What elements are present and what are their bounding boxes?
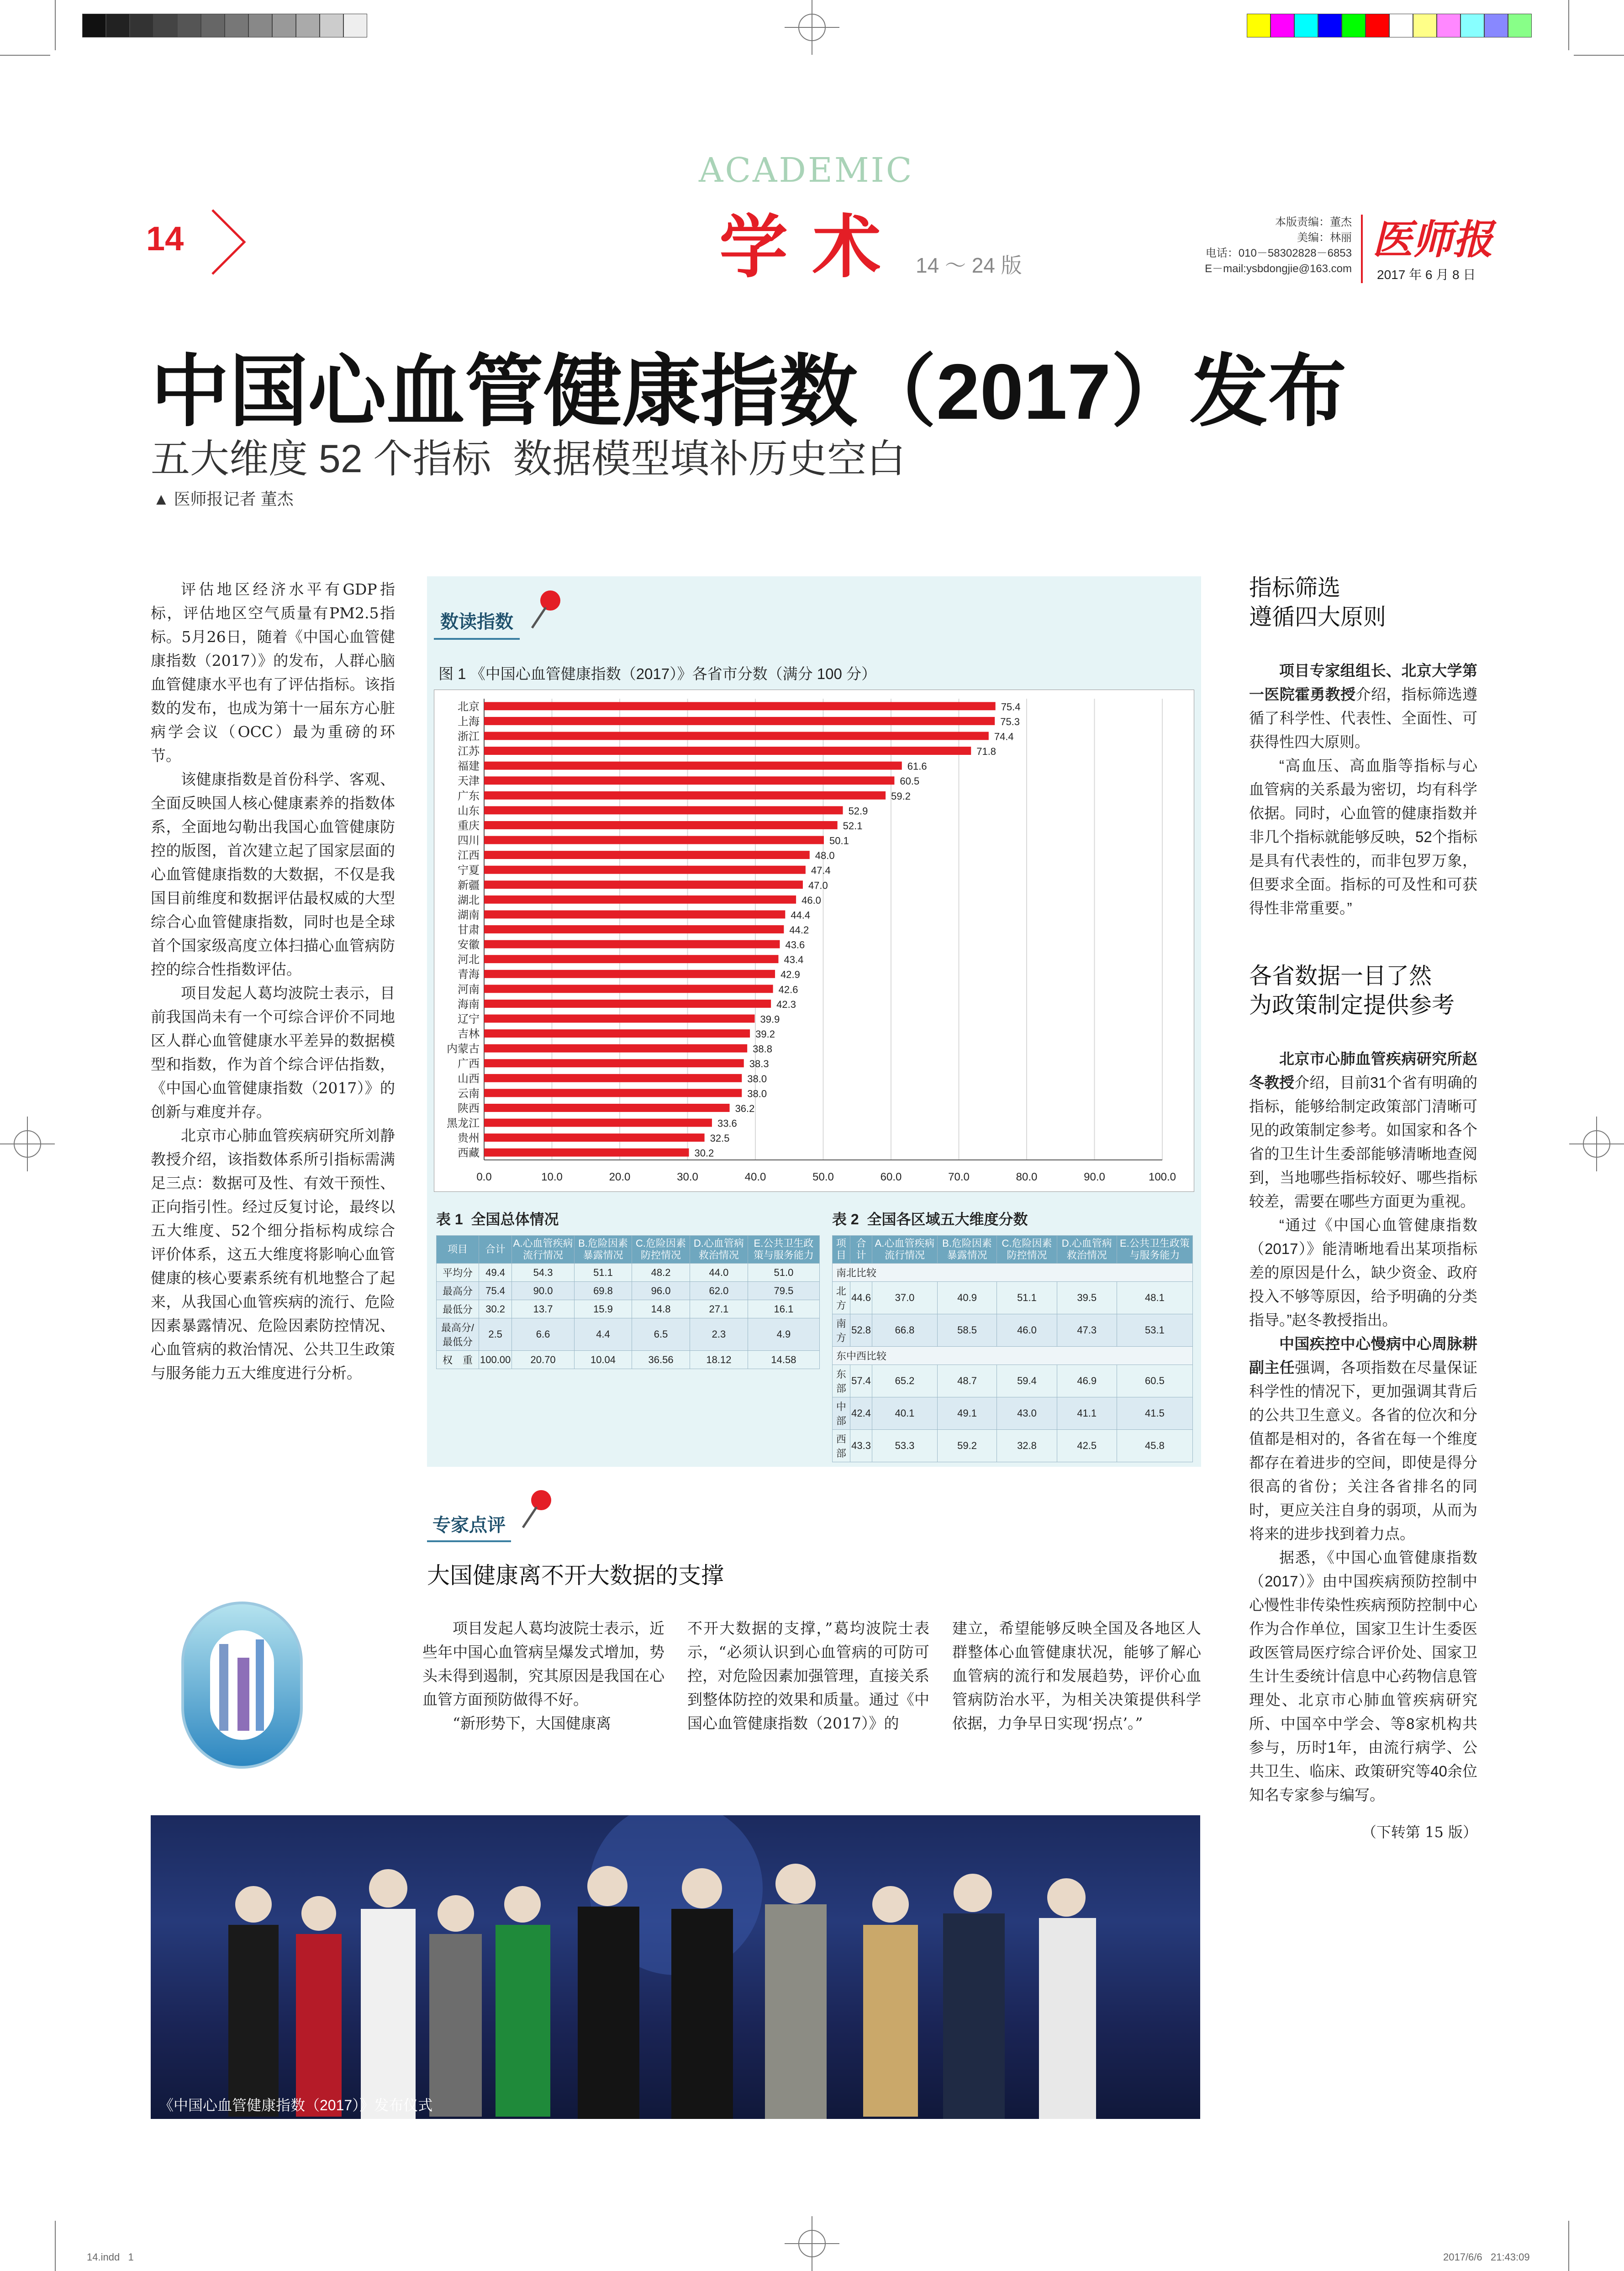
data-label: 46.0 <box>801 894 821 906</box>
expert-col3-text: 建立，希望能够反映全国及各地区人群整体心血管健康状况，能够了解心血管病的流行和发展趋势，评价心血管病防治水平，为相关决策提供科学依据，力争早日实现‘拐点’。” <box>952 1619 1201 1732</box>
table-row <box>833 1282 1193 1314</box>
table-cell: 79.5 <box>748 1282 819 1300</box>
data-label: 75.3 <box>1000 716 1020 727</box>
x-tick-label: 80.0 <box>1016 1171 1038 1183</box>
table-cell: 41.1 <box>1057 1397 1117 1430</box>
table-cell: 46.0 <box>997 1314 1057 1347</box>
crop-mark-tl-h <box>0 55 50 56</box>
table-cell: 59.4 <box>997 1365 1057 1397</box>
table2-title: 表 2 全国各区域五大维度分数 <box>832 1211 1028 1228</box>
table-row <box>437 1351 820 1369</box>
table-cell: 2.5 <box>479 1318 511 1351</box>
table-header-cell: E.公共卫生政策与服务能力 <box>1117 1236 1192 1264</box>
table-cell: 20.70 <box>512 1351 575 1369</box>
table-cell: 44.6 <box>850 1282 872 1314</box>
table-cell: 45.8 <box>1117 1430 1192 1462</box>
table-row <box>437 1318 820 1351</box>
category-label: 浙江 <box>458 730 480 743</box>
table-cell: 6.6 <box>512 1318 575 1351</box>
x-tick-label: 50.0 <box>812 1171 834 1183</box>
table-row <box>833 1365 1193 1397</box>
category-label: 江苏 <box>458 745 480 758</box>
category-label: 山东 <box>458 805 480 817</box>
table-cell: 最高分 <box>437 1282 479 1300</box>
phone: 电话：010－58302828－6853 <box>1205 247 1352 259</box>
right-paragraph-2: “高血压、高血脂等指标与心血管病的关系最为密切，均有科学依据。同时，心血管的健康指数并非几个指标就能够反映，52个指标是具有代表性的，而非包罗万象，但要求全面。指标的可及性和可获得性非常重要。” <box>1249 757 1477 917</box>
header-divider <box>1361 215 1363 283</box>
table-cell: 南方 <box>833 1314 850 1347</box>
data-label: 39.2 <box>755 1028 775 1040</box>
table-cell: 42.4 <box>850 1397 872 1430</box>
category-label: 山西 <box>458 1072 480 1085</box>
table-cell: 北方 <box>833 1282 850 1314</box>
crop-mark-bl <box>55 2221 56 2271</box>
data-label: 47.4 <box>811 864 831 876</box>
crop-mark-tr <box>1568 0 1569 50</box>
table-row <box>833 1397 1193 1430</box>
table-header-cell: B.危险因素暴露情况 <box>937 1236 997 1264</box>
issue-date: 2017 年 6 月 8 日 <box>1377 268 1476 282</box>
bar <box>484 896 796 904</box>
data-label: 42.3 <box>776 998 796 1010</box>
crop-mark-tl <box>55 0 56 50</box>
footer-file: 14.indd 1 <box>87 2251 134 2263</box>
bar <box>484 910 785 918</box>
data-label: 43.6 <box>785 939 805 951</box>
table-cell: 中部 <box>833 1397 850 1430</box>
table-cell: 40.1 <box>872 1397 937 1430</box>
category-label: 西藏 <box>458 1147 480 1159</box>
table-cell: 6.5 <box>632 1318 690 1351</box>
newspaper-logo: 医师报 <box>1372 216 1493 263</box>
x-tick-label: 70.0 <box>948 1171 970 1183</box>
table-cell: 10.04 <box>574 1351 632 1369</box>
table-group-label: 东中西比较 <box>833 1347 1193 1365</box>
table-header-cell: C.危险因素防控情况 <box>632 1236 690 1264</box>
grayscale-bar <box>82 14 367 37</box>
category-label: 广东 <box>458 790 480 802</box>
table-cell: 58.5 <box>937 1314 997 1347</box>
table-cell: 最低分 <box>437 1300 479 1318</box>
x-tick-label: 90.0 <box>1084 1171 1105 1183</box>
table-cell: 13.7 <box>512 1300 575 1318</box>
table-header-cell: D.心血管病救治情况 <box>690 1236 748 1264</box>
bar <box>484 747 971 755</box>
table-cell: 40.9 <box>937 1282 997 1314</box>
section-label-en: ACADEMIC <box>699 151 914 190</box>
right-heading-2: 各省数据一目了然 为政策制定提供参考 <box>1249 963 1455 1018</box>
table-cell: 43.3 <box>850 1430 872 1462</box>
data-label: 42.9 <box>780 969 800 980</box>
bar <box>484 940 780 948</box>
bar <box>484 1015 755 1023</box>
category-label: 广西 <box>458 1058 480 1070</box>
editor: 本版责编：董杰 <box>1275 216 1352 228</box>
data-label: 42.6 <box>778 984 798 996</box>
table-cell: 48.2 <box>632 1264 690 1282</box>
registration-mark-left <box>0 1117 55 1171</box>
designer: 美编：林丽 <box>1297 232 1352 244</box>
table-cell: 48.7 <box>937 1365 997 1397</box>
table-header-cell: A.心血管疾病流行情况 <box>512 1236 575 1264</box>
crop-mark-tr-h <box>1574 55 1624 56</box>
category-label: 陕西 <box>458 1102 480 1115</box>
bar <box>484 1149 689 1157</box>
table-header-cell: E.公共卫生政策与服务能力 <box>748 1236 819 1264</box>
table-cell: 57.4 <box>850 1365 872 1397</box>
x-tick-label: 0.0 <box>476 1171 492 1183</box>
table-header-cell: 合计 <box>479 1236 511 1264</box>
category-label: 吉林 <box>458 1028 480 1041</box>
right-heading-1: 指标筛选 遵循四大原则 <box>1249 575 1386 630</box>
bar <box>484 851 810 859</box>
table-cell: 4.4 <box>574 1318 632 1351</box>
table-cell: 96.0 <box>632 1282 690 1300</box>
bar <box>484 806 843 814</box>
data-label: 32.5 <box>710 1133 730 1144</box>
expert-heading: 大国健康离不开大数据的支撑 <box>427 1563 724 1588</box>
category-label: 重庆 <box>458 819 480 832</box>
table-cell: 44.0 <box>690 1264 748 1282</box>
table-cell: 69.8 <box>574 1282 632 1300</box>
data-label: 74.4 <box>994 731 1014 743</box>
table-cell: 62.0 <box>690 1282 748 1300</box>
color-bar <box>1247 14 1532 37</box>
table-cell: 15.9 <box>574 1300 632 1318</box>
x-tick-label: 40.0 <box>744 1171 766 1183</box>
table-cell: 51.1 <box>997 1282 1057 1314</box>
x-tick-label: 100.0 <box>1148 1171 1176 1183</box>
category-label: 贵州 <box>458 1132 480 1145</box>
expert-tag: 专家点评 <box>427 1507 511 1542</box>
table-cell: 27.1 <box>690 1300 748 1318</box>
data-label: 33.6 <box>717 1117 737 1129</box>
right-column <box>1249 573 1477 1842</box>
bar <box>484 1044 747 1053</box>
email: E－mail:ysbdongjie@163.com <box>1205 263 1352 275</box>
bar <box>484 1074 742 1082</box>
category-label: 甘肃 <box>458 924 480 936</box>
table-cell: 46.9 <box>1057 1365 1117 1397</box>
table-cell: 32.8 <box>997 1430 1057 1462</box>
table-group-row <box>833 1347 1193 1365</box>
data-label: 38.0 <box>747 1088 767 1100</box>
event-photo <box>151 1815 1200 2119</box>
continued-note: （下转第 15 版） <box>1361 1823 1477 1841</box>
registration-mark-bottom <box>785 2216 839 2271</box>
table-cell: 49.1 <box>937 1397 997 1430</box>
table-header-cell: 合计 <box>850 1236 872 1264</box>
data-label: 44.4 <box>791 909 811 921</box>
category-label: 河北 <box>458 954 480 966</box>
table-cell: 16.1 <box>748 1300 819 1318</box>
table-cell: 14.58 <box>748 1351 819 1369</box>
category-label: 四川 <box>458 834 480 847</box>
table-cell: 65.2 <box>872 1365 937 1397</box>
table-cell: 60.5 <box>1117 1365 1192 1397</box>
table-group-row <box>833 1264 1193 1282</box>
data-label: 60.5 <box>900 775 920 787</box>
bar <box>484 955 778 963</box>
x-tick-label: 20.0 <box>609 1171 631 1183</box>
table-cell: 37.0 <box>872 1282 937 1314</box>
section-label-cn: 学 术 <box>719 209 884 285</box>
table-cell: 2.3 <box>690 1318 748 1351</box>
table-header-cell: C.危险因素防控情况 <box>997 1236 1057 1264</box>
bar <box>484 1104 730 1112</box>
pushpin-icon <box>525 587 566 632</box>
page-number: 14 <box>146 220 184 258</box>
bar <box>484 702 996 710</box>
data-label: 39.9 <box>760 1013 780 1025</box>
left-paragraph-1: 评估地区经济水平有GDP指标，评估地区空气质量有PM2.5指标。5月26日，随着《中国心血管健康指数（2017）》的发布，人群心脑血管健康水平也有了评估指标。该指数的发布，也成为第十一届东方心脏病学会议（OCC）最为重磅的环节。 <box>151 580 395 764</box>
bar <box>484 1133 705 1142</box>
headline: 中国心血管健康指数（2017）发布 <box>151 348 1347 436</box>
category-label: 福建 <box>458 760 480 773</box>
table-cell: 39.5 <box>1057 1282 1117 1314</box>
crop-mark-br <box>1568 2221 1569 2271</box>
bar <box>484 866 806 874</box>
category-label: 云南 <box>458 1087 480 1100</box>
table-group-label: 南北比较 <box>833 1264 1193 1282</box>
category-label: 黑龙江 <box>447 1117 480 1130</box>
bar <box>484 1029 750 1038</box>
table-header-cell: A.心血管疾病流行情况 <box>872 1236 937 1264</box>
data-label: 52.1 <box>843 820 863 832</box>
table-cell: 4.9 <box>748 1318 819 1351</box>
subheadline: 五大维度 52 个指标 数据模型填补历史空白 <box>151 437 906 481</box>
expert-column-2 <box>687 1617 929 1735</box>
right-paragraph-1: 项目专家组组长、北京大学第一医院霍勇教授介绍，指标筛选遵循了科学性、代表性、全面性、可获得性四大原则。 <box>1249 662 1478 750</box>
data-label: 50.1 <box>829 835 849 847</box>
table-header-cell: 项目 <box>437 1236 479 1264</box>
registration-mark-top <box>785 0 839 55</box>
occ-logo <box>155 1585 402 1786</box>
x-tick-label: 10.0 <box>541 1171 563 1183</box>
table-cell: 权 重 <box>437 1351 479 1369</box>
photo-caption: 《中国心血管健康指数（2017）》发布仪式 <box>159 2097 433 2113</box>
data-label: 36.2 <box>735 1102 755 1114</box>
table1-title: 表 1 全国总体情况 <box>436 1211 559 1228</box>
bar <box>484 1000 771 1008</box>
category-label: 湖南 <box>458 909 480 922</box>
data-label: 59.2 <box>891 790 911 802</box>
bar-chart <box>434 690 1194 1192</box>
table2 <box>832 1235 1193 1462</box>
table-cell: 42.5 <box>1057 1430 1117 1462</box>
right-paragraph-5: 中国疾控中心慢病中心周脉耕副主任强调，各项指数在尽量保证科学性的情况下，更加强调其背后的公共卫生意义。各省的位次和分值都是相对的，各省在每一个维度都存在着进步的空间，即使是得分很高的省份；关注各省排名的同时，更应关注自身的弱项，从而为将来的进步找到着力点。 <box>1249 1335 1478 1542</box>
data-label: 48.0 <box>815 850 835 862</box>
bar <box>484 821 838 829</box>
expert-col1b-text: “新形势下，大国健康离 <box>453 1714 611 1732</box>
table-cell: 53.1 <box>1117 1314 1192 1347</box>
bar <box>484 925 784 933</box>
page-range: 14 ～ 24 版 <box>916 253 1022 277</box>
category-label: 上海 <box>458 715 480 728</box>
expert-col1-text: 项目发起人葛均波院士表示，近些年中国心血管病呈爆发式增加，势头未得到遏制，究其原因是我国在心血管方面预防做得不好。 <box>422 1619 664 1708</box>
table-cell: 54.3 <box>512 1264 575 1282</box>
left-paragraph-4: 北京市心肺血管疾病研究所刘静教授介绍，该指数体系所引指标需满足三点：数据可及性、有效干预性、正向指引性。经过反复讨论，最终以五大维度、52个细分指标构成综合评价体系，这五大维度将影响心血管健康的核心要素系统有机地整合了起来，从我国心血管疾病的流行、危险因素暴露情况、危险因素防控情况、心血管病的救治情况、公共卫生政策与服务能力五大维度进行分析。 <box>151 1127 395 1382</box>
bar <box>484 717 995 725</box>
right-paragraph-4: “通过《中国心血管健康指数（2017）》能清晰地看出某项指标差的原因是什么，缺少资金、政府投入不够等原因，给予明确的分类指导。”赵冬教授指出。 <box>1249 1217 1477 1328</box>
table-cell: 90.0 <box>512 1282 575 1300</box>
category-label: 河南 <box>458 983 480 996</box>
bar <box>484 880 803 889</box>
category-label: 辽宁 <box>458 1013 480 1026</box>
chevron-right-icon <box>208 208 249 276</box>
infobox-tag: 数读指数 <box>434 603 520 640</box>
data-label: 44.2 <box>789 924 809 936</box>
table-cell: 52.8 <box>850 1314 872 1347</box>
data-label: 38.0 <box>747 1073 767 1085</box>
data-label: 30.2 <box>694 1147 714 1159</box>
bar <box>484 1089 742 1097</box>
bar <box>484 791 886 800</box>
table1 <box>436 1235 820 1369</box>
data-label: 38.3 <box>749 1058 769 1070</box>
category-label: 内蒙古 <box>447 1043 480 1055</box>
left-column <box>151 578 395 1385</box>
bar <box>484 732 989 740</box>
table-row <box>833 1430 1193 1462</box>
table-header-cell: B.危险因素暴露情况 <box>574 1236 632 1264</box>
table-cell: 41.5 <box>1117 1397 1192 1430</box>
category-label: 北京 <box>458 701 480 713</box>
x-tick-label: 30.0 <box>677 1171 698 1183</box>
photo-illustration <box>151 1815 1200 2119</box>
figure-title: 图 1 《中国心血管健康指数（2017）》各省市分数（满分 100 分） <box>438 665 876 682</box>
category-label: 安徽 <box>458 938 480 951</box>
data-label: 38.8 <box>753 1043 773 1055</box>
category-label: 江西 <box>458 849 480 862</box>
table-header-cell: D.心血管病救治情况 <box>1057 1236 1117 1264</box>
category-label: 青海 <box>458 968 480 981</box>
expert-column-3 <box>952 1617 1201 1735</box>
bar <box>484 1059 744 1067</box>
expert-column-1 <box>422 1617 664 1735</box>
table-cell: 西部 <box>833 1430 850 1462</box>
table-row <box>437 1282 820 1300</box>
table-cell: 36.56 <box>632 1351 690 1369</box>
table-cell: 43.0 <box>997 1397 1057 1430</box>
bar <box>484 762 902 770</box>
right-paragraph-3: 北京市心肺血管疾病研究所赵冬教授介绍，目前31个省有明确的指标，能够给制定政策部门清晰可见的政策制定参考。如国家和各个省的卫生计生委部能够清晰地查阅到，当地哪些指标较好、哪些指标较差，需要在哪些方面更为重视。 <box>1249 1050 1477 1210</box>
table-cell: 51.1 <box>574 1264 632 1282</box>
table-header-cell: 项目 <box>833 1236 850 1264</box>
right-paragraph-6: 据悉，《中国心血管健康指数（2017）》由中国疾病预防控制中心慢性非传染性疾病预防控制中心作为合作单位，国家卫生计生委医政医管局医疗综合评价处、国家卫生计生委统计信息中心药物信息管理处、北京市心肺血管疾病研究所、中国卒中学会、等8家机构共参与，历时1年，由流行病学、公共卫生、临床、政策研究等40余位知名专家参与编写。 <box>1249 1549 1477 1803</box>
left-paragraph-3: 项目发起人葛均波院士表示，目前我国尚未有一个可综合评价不同地区人群心血管健康水平差异的数据模型和指数，作为首个综合评估指数，《中国心血管健康指数（2017）》的创新与难度并存。 <box>151 984 395 1121</box>
data-label: 75.4 <box>1001 701 1021 713</box>
table-row <box>437 1300 820 1318</box>
registration-mark-right <box>1569 1117 1624 1171</box>
bar <box>484 776 894 785</box>
table-cell: 59.2 <box>937 1430 997 1462</box>
bar <box>484 1119 712 1127</box>
table-cell: 51.0 <box>748 1264 819 1282</box>
table-cell: 75.4 <box>479 1282 511 1300</box>
data-label: 43.4 <box>784 954 804 966</box>
table-cell: 14.8 <box>632 1300 690 1318</box>
table-cell: 49.4 <box>479 1264 511 1282</box>
table-cell: 东部 <box>833 1365 850 1397</box>
byline: ▲ 医师报记者 董杰 <box>153 490 294 508</box>
data-label: 71.8 <box>976 746 997 758</box>
table-cell: 30.2 <box>479 1300 511 1318</box>
category-label: 海南 <box>458 998 480 1011</box>
pushpin-icon <box>516 1486 557 1532</box>
table-row <box>833 1314 1193 1347</box>
footer-timestamp: 2017/6/6 21:43:09 <box>1443 2251 1530 2263</box>
editor-info <box>1197 215 1352 277</box>
data-label: 61.6 <box>907 760 927 772</box>
data-label: 52.9 <box>848 805 868 817</box>
table-cell: 平均分 <box>437 1264 479 1282</box>
bar <box>484 985 773 993</box>
table-row <box>437 1264 820 1282</box>
x-tick-label: 60.0 <box>880 1171 902 1183</box>
table-cell: 48.1 <box>1117 1282 1192 1314</box>
category-label: 宁夏 <box>458 864 480 877</box>
left-paragraph-2: 该健康指数是首份科学、客观、全面反映国人核心健康素养的指数体系，全面地勾勒出我国心血管健康防控的版图，首次建立起了国家层面的心血管健康指数的大数据，不仅是我国目前维度和数据评估最权威的大型综合心血管健康指数，同时也是全球首个国家级高度立体扫描心血管病防控的综合性指数评估。 <box>151 770 395 978</box>
bar <box>484 836 824 844</box>
category-label: 湖北 <box>458 894 480 906</box>
table-cell: 最高分/最低分 <box>437 1318 479 1351</box>
bar <box>484 970 775 978</box>
data-label: 47.0 <box>808 880 828 891</box>
table-cell: 47.3 <box>1057 1314 1117 1347</box>
table-cell: 18.12 <box>690 1351 748 1369</box>
table-cell: 66.8 <box>872 1314 937 1347</box>
expert-col2-text: 不开大数据的支撑，”葛均波院士表示，“必须认识到心血管病的可防可控，对危险因素加强管理，直接关系到整体防控的效果和质量。通过《中国心血管健康指数（2017）》的 <box>687 1619 929 1732</box>
table-cell: 100.00 <box>479 1351 511 1369</box>
table-cell: 53.3 <box>872 1430 937 1462</box>
category-label: 新疆 <box>458 879 480 892</box>
category-label: 天津 <box>458 775 480 788</box>
